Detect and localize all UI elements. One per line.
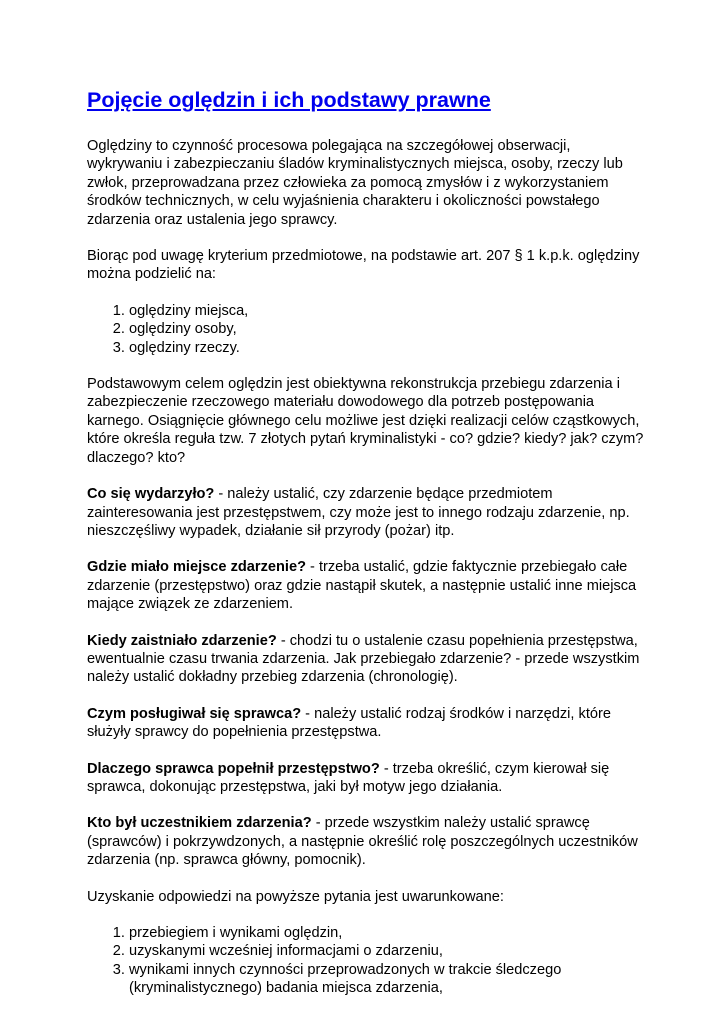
question-paragraph	[87, 760, 647, 797]
question-answer: - należy ustalić rodzaj środków i narzędzi, które służyły sprawcy do popełnienia przestępstwa.	[87, 705, 611, 741]
question-answer: - przede wszystkim należy ustalić sprawcę (sprawców) i pokrzywdzonych, a następnie określić rolę poszczególnych uczestników zdarzenia (np. sprawca główny, pomocnik).	[87, 815, 638, 869]
question-paragraph	[87, 558, 647, 613]
list-item: 2. oględziny osoby,	[129, 320, 647, 338]
page-title[interactable]: Pojęcie oględzin i ich podstawy prawne	[87, 88, 491, 112]
inspection-types-list	[87, 302, 647, 357]
question-heading: Dlaczego sprawca popełnił przestępstwo?	[87, 760, 380, 777]
document-page	[87, 86, 647, 1016]
question-paragraph	[87, 814, 647, 869]
question-answer: - trzeba określić, czym kierował się sprawca, dokonując przestępstwa, jaki był motyw jego działania.	[87, 760, 610, 795]
conditions-paragraph: Uzyskanie odpowiedzi na powyższe pytania jest uwarunkowane:	[87, 888, 504, 905]
question-heading: Kto był uczestnikiem zdarzenia?	[87, 815, 312, 832]
list-item: 2. uzyskanymi wcześniej informacjami o zdarzeniu,	[129, 942, 647, 960]
list-item: 1. oględziny miejsca,	[129, 302, 647, 320]
list-item: 3. oględziny rzeczy.	[129, 339, 647, 357]
question-heading: Gdzie miało miejsce zdarzenie?	[87, 559, 306, 576]
question-paragraph	[87, 705, 647, 742]
conditions-list	[87, 924, 647, 998]
question-answer: - trzeba ustalić, gdzie faktycznie przebiegało całe zdarzenie (przestępstwo) oraz gdzie nastąpił skutek, a następnie ustalić inne miejsca mające związek ze zdarzeniem.	[87, 559, 637, 613]
question-heading: Kiedy zaistniało zdarzenie?	[87, 632, 277, 649]
question-paragraph	[87, 485, 647, 540]
list-item: 1. przebiegiem i wynikami oględzin,	[129, 924, 647, 942]
classification-paragraph: Biorąc pod uwagę kryterium przedmiotowe, na podstawie art. 207 § 1 k.p.k. oględziny można podzielić na:	[87, 248, 640, 283]
question-heading: Czym posługiwał się sprawca?	[87, 705, 302, 722]
question-paragraph	[87, 632, 647, 687]
question-answer: - należy ustalić, czy zdarzenie będące przedmiotem zainteresowania jest przestępstwem, czy może jest to innego rodzaju zdarzenie, np. nieszczęśliwy wypadek, działanie sił przyrody (pożar) itp.	[87, 486, 630, 539]
question-answer: - chodzi tu o ustalenie czasu popełnienia przestępstwa, ewentualnie czasu trwania zdarzenia. Jak przebiegało zdarzenie? - przede wszystkim należy ustalić dokładny przebieg zdarzenia (chronologię).	[87, 632, 640, 686]
list-item: 3. wynikami innych czynności przeprowadzonych w trakcie śledczego (kryminalistycznego) badania miejsca zdarzenia,	[129, 961, 647, 998]
intro-paragraph: Oględziny to czynność procesowa polegająca na szczegółowej obserwacji, wykrywaniu i zabezpieczaniu śladów kryminalistycznych miejsca, osoby, rzeczy lub zwłok, przeprowadzana przez człowieka za pomocą zmysłów i z wykorzystaniem środków technicznych, w celu wyjaśnienia charakteru i okoliczności powstałego zdarzenia oraz ustalenia jego sprawcy.	[87, 138, 623, 228]
purpose-paragraph: Podstawowym celem oględzin jest obiektywna rekonstrukcja przebiegu zdarzenia i zabezpieczenie rzeczowego materiału dowodowego dla potrzeb postępowania karnego. Osiągnięcie głównego celu możliwe jest dzięki realizacji celów cząstkowych, które określa reguła tzw. 7 złotych pytań kryminalistyki - co? gdzie? kiedy? jak? czym? dlaczego? kto?	[87, 376, 644, 466]
question-heading: Co się wydarzyło?	[87, 486, 215, 503]
